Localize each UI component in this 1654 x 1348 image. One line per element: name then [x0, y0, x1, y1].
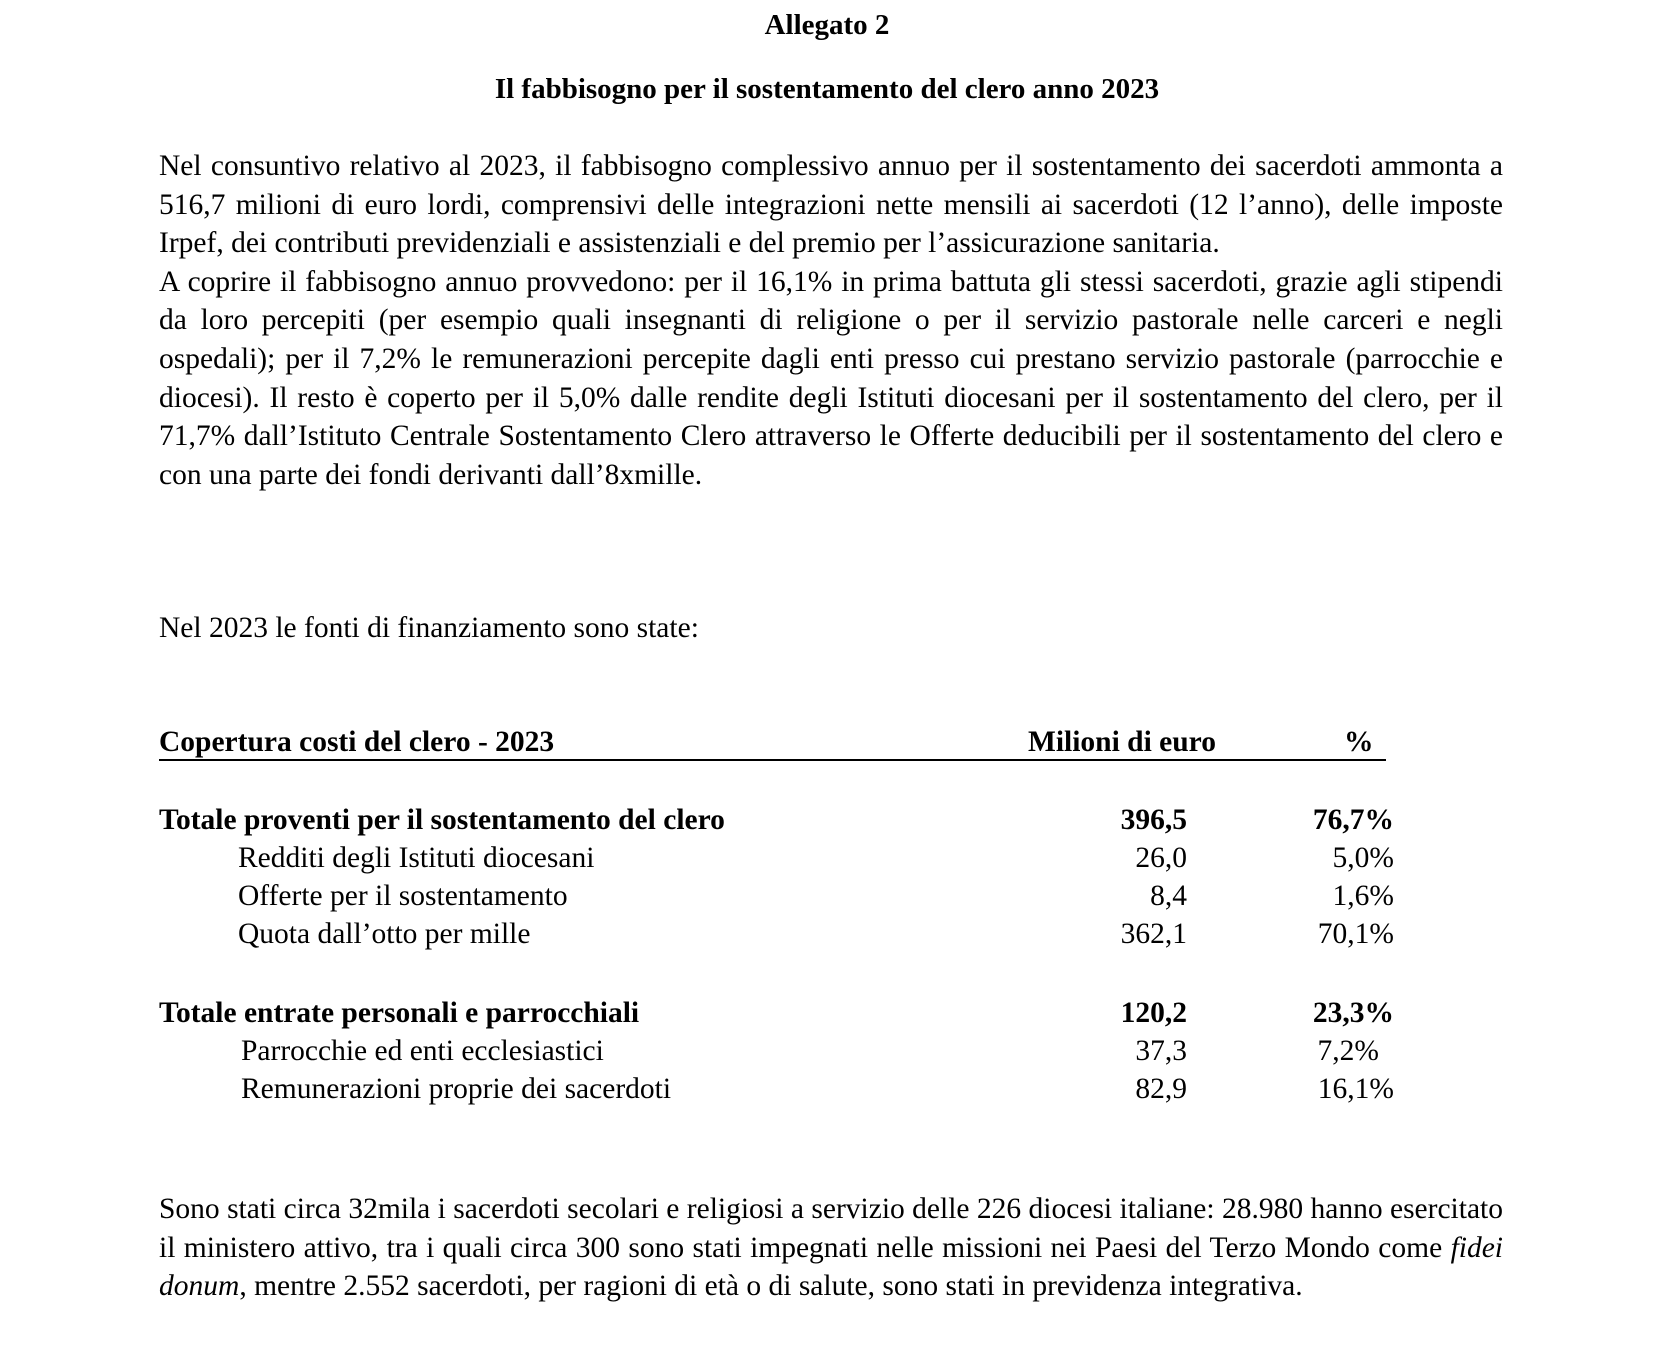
table-header-percent: % — [1344, 726, 1374, 758]
closing-text-italic: fidei donum — [159, 1231, 1503, 1303]
table-intro — [159, 609, 1503, 648]
table-row-value: 362,1 — [1120, 918, 1187, 950]
table-row-label: Quota dall’otto per mille — [238, 918, 531, 950]
group1-total-percent: 76,7% — [1312, 804, 1394, 836]
table-row-percent: 1,6% — [1332, 880, 1394, 912]
paragraph-fabbisogno: Nel consuntivo relativo al 2023, il fabbisogno complessivo annuo per il sostentamento dei sacerdoti ammonta a 516,7 milioni di euro lordi, comprensivi delle integrazioni nette mensili ai sacerdoti (12 l’anno), delle imposte Irpef, dei contributi previdenziali e assistenziali e del premio per l’assicurazione sanitaria. — [159, 150, 1503, 260]
table-row-percent: 7,2% — [1317, 1035, 1379, 1067]
table-row-label: Offerte per il sostentamento — [238, 880, 568, 912]
table-header-label: Copertura costi del clero - 2023 — [159, 726, 555, 758]
table-row-percent: 5,0% — [1332, 842, 1394, 874]
table-row-percent: 70,1% — [1317, 918, 1394, 950]
document-heading: Allegato 2 — [764, 9, 890, 41]
closing-text-end: , mentre 2.552 sacerdoti, per ragioni di età o di salute, sono stati in previdenza integrativa. — [239, 1270, 1303, 1303]
document-subtitle: Il fabbisogno per il sostentamento del clero anno 2023 — [494, 73, 1160, 105]
closing-paragraph — [159, 1190, 1503, 1306]
table-row-value: 8,4 — [1150, 880, 1187, 912]
closing-text-start: Sono stati circa 32mila i sacerdoti secolari e religiosi a servizio delle 226 diocesi italiane: 28.980 hanno esercitato il ministero attivo, tra i quali circa 300 sono stati impegnati nelle missioni nei Paesi del Terzo Mondo come — [159, 1193, 1503, 1264]
group1-total-label: Totale proventi per il sostentamento del clero — [159, 804, 725, 836]
table-row-label: Redditi degli Istituti diocesani — [238, 842, 595, 874]
table-row-percent: 16,1% — [1317, 1073, 1394, 1105]
table-row-value: 37,3 — [1135, 1035, 1187, 1067]
table-row-value: 82,9 — [1135, 1073, 1187, 1105]
group1-total-value: 396,5 — [1120, 804, 1187, 836]
table-intro-text: Nel 2023 le fonti di finanziamento sono state: — [159, 612, 699, 644]
paragraph-copertura: A coprire il fabbisogno annuo provvedono: per il 16,1% in prima battuta gli stessi sacerdoti, grazie agli stipendi da loro percepiti (per esempio quali insegnanti di religione o per il servizio pastorale nelle carceri e negli ospedali); per il 7,2% le remunerazioni percepite dagli enti presso cui prestano servizio pastorale (parrocchie e diocesi). Il resto è coperto per il 5,0% dalle rendite degli Istituti diocesani per il sostentamento del clero, per il 71,7% dall’Istituto Centrale Sostentamento Clero attraverso le Offerte deducibili per il sostentamento del clero e con una parte dei fondi derivanti dall’8xmille. — [159, 265, 1503, 491]
table-header-millions: Milioni di euro — [1028, 726, 1216, 758]
group2-total-value: 120,2 — [1120, 997, 1187, 1029]
table-row-label: Remunerazioni proprie dei sacerdoti — [241, 1073, 672, 1105]
group2-total-percent: 23,3% — [1312, 997, 1394, 1029]
table-row-value: 26,0 — [1135, 842, 1187, 874]
body-paragraphs — [159, 147, 1503, 494]
table-row-label: Parrocchie ed enti ecclesiastici — [241, 1035, 604, 1067]
closing-paragraph-text — [159, 1190, 1503, 1306]
group2-total-label: Totale entrate personali e parrocchiali — [159, 997, 640, 1029]
